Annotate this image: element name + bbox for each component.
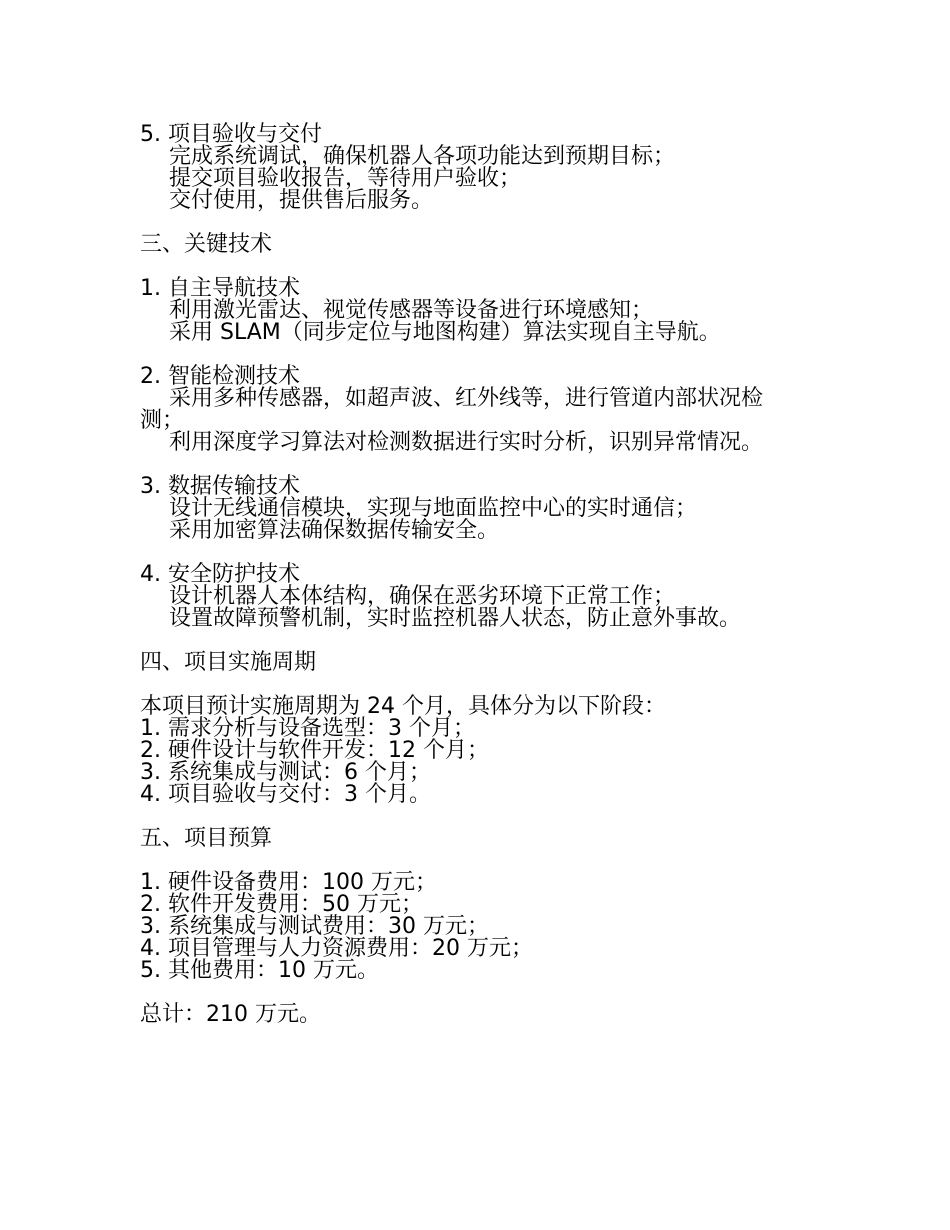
heading-implementation-period: [140, 652, 800, 674]
tech-navigation: [140, 278, 800, 344]
list-item: 采用 SLAM（同步定位与地图构建）算法实现自主导航。: [169, 320, 721, 345]
heading-budget: [140, 828, 800, 850]
list-item: 设置故障预警机制，实时监控机器人状态，防止意外事故。: [169, 606, 742, 631]
subsection-title: 2. 智能检测技术: [140, 364, 300, 389]
list-item: 4. 项目管理与人力资源费用：20 万元；: [140, 936, 533, 961]
subsection-title: 4. 安全防护技术: [140, 562, 300, 587]
tech-safety: [140, 564, 800, 630]
tech-transmission: [140, 476, 800, 542]
section-acceptance-delivery: [140, 124, 800, 212]
list-item: 1. 需求分析与设备选型：3 个月；: [140, 716, 475, 741]
section-heading: 五、项目预算: [140, 826, 273, 851]
heading-key-technologies: [140, 234, 800, 256]
subsection-title: 3. 数据传输技术: [140, 474, 300, 499]
budget-total: [140, 1004, 800, 1026]
list-item: 采用多种传感器，如超声波、红外线等，进行管道内部状况检测；: [140, 386, 764, 433]
section-heading: 四、项目实施周期: [140, 650, 317, 675]
document-page: [140, 124, 800, 1026]
list-item: 设计无线通信模块，实现与地面监控中心的实时通信；: [169, 496, 698, 521]
list-item: 设计机器人本体结构，确保在恶劣环境下正常工作；: [169, 584, 676, 609]
period-list: [140, 696, 800, 806]
budget-list: [140, 872, 800, 982]
list-item: 5. 其他费用：10 万元。: [140, 958, 379, 983]
tech-detection: [140, 366, 800, 454]
list-item: 完成系统调试，确保机器人各项功能达到预期目标；: [169, 144, 676, 169]
list-item: 利用激光雷达、视觉传感器等设备进行环境感知；: [169, 298, 654, 323]
list-item: 交付使用，提供售后服务。: [169, 188, 434, 213]
list-item: 采用加密算法确保数据传输安全。: [169, 518, 500, 543]
total-line: 总计：210 万元。: [140, 1002, 321, 1027]
subsection-title: 5. 项目验收与交付: [140, 122, 322, 147]
section-heading: 三、关键技术: [140, 232, 273, 257]
list-item: 2. 软件开发费用：50 万元；: [140, 892, 423, 917]
list-item: 1. 硬件设备费用：100 万元；: [140, 870, 437, 895]
list-item: 3. 系统集成与测试费用：30 万元；: [140, 914, 489, 939]
list-item: 4. 项目验收与交付：3 个月。: [140, 782, 431, 807]
list-item: 提交项目验收报告，等待用户验收；: [169, 166, 522, 191]
list-item: 利用深度学习算法对检测数据进行实时分析，识别异常情况。: [169, 430, 764, 455]
list-item: 2. 硬件设计与软件开发：12 个月；: [140, 738, 489, 763]
list-item: 3. 系统集成与测试：6 个月；: [140, 760, 431, 785]
subsection-title: 1. 自主导航技术: [140, 276, 300, 301]
period-intro: 本项目预计实施周期为 24 个月，具体分为以下阶段：: [140, 694, 666, 719]
